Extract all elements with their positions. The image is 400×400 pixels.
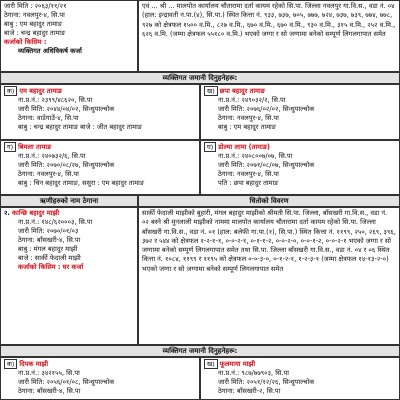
guarantor-1d-line: ना.प्र.नं.: २४०८००७/०७, सि.पा [218,152,293,160]
guarantor-1b-line: जारी मिति: २०७६/०२/०२, सिन्धुपाल्चोक [218,105,315,113]
loan-2-kind-value: घर कर्जा [62,263,84,271]
borrower-1-father: बाबु : एम बहादुर तामाङ [4,20,62,28]
guarantor-1d-line: पति : छपा बहादुर तामाङ [218,179,279,187]
guarantor-2a-line: ठेगाना: बाँसखरी-४, सि.पा [18,387,81,395]
guarantor-1b-line: ना.प्र.नं.: २४९०३२/२, सि.पा [218,96,286,104]
borrower-2-number: २. [4,209,10,217]
guarantor-1a-line: ना.प्र.नं.: २३९९/४८६२०, सि.पा [18,96,93,104]
borrower-1-address: ठेगाना: नवलपुर-४, सि.पा [4,11,65,19]
borrower-heading: ऋणीहरुको नाम ठेगाना [0,195,138,207]
borrower-1-issue-date: जारी मिति : २०६३/११/२१ [4,2,67,10]
guarantor-2b [200,357,400,400]
guarantor-1d-mark: घ) [204,142,216,152]
guarantor-2a [0,357,200,400]
collateral-heading: धितोको विवरण [138,195,400,207]
guarantor-1b-name: छपा बहादुर तामाङ [219,87,265,95]
guarantor-1c-line: बाबु : चिन बहादुर तामाङ, ससुरा : एम बहादुर तामाङ [18,179,145,187]
guarantors-2-heading: व्यक्तिगत जमानी दिनुहनेहरू: [0,345,400,357]
guarantors-2-section [0,345,400,400]
collateral-1-text: एवं ... श्री ... मालपोत कार्यालय चौतारामा दर्ता कायम रहेको सि.पा. जिल्ला नवलपुर गा.वि.स., वडा नं. ०४ (हाल: इन्द्रावती न.पा.(४), सि.पा.) स्थित कित्ता नं. ९३३, ७३७, ७०५, ७७७, ७२४, ७३७, ७३९, ७७४, ७७८, ९२७ को क्षेत्रफल १५०० व.मि., ८२७ व.मि., ६७० व.मि., ६७० व.मि., ९३० व.मि., ३१५ व.मि., २५२ व.मि., ६२६ व.मि. (जम्मा क्षेत्रफल ५५१८० व.मि.) भएको जग्गा र सो जग्गामा बनेको सम्पूर्ण लिगलगापात समेत [142,2,396,38]
borrower-2-line: ना.प्र.नं.: १४८/६२०००३, सि.पा [18,218,93,226]
guarantor-1d-line: ठेगाना: नवलपुर-४, सि.पा [218,170,279,178]
borrower-2-line: ठेगाना: बाँसखरी-४, सि.पा [18,236,81,244]
guarantor-1a-mark: क) [4,86,17,96]
guarantor-1b-mark: ख) [204,86,218,96]
guarantor-1a-name: एम बहादुर तामाङ [19,87,63,95]
guarantor-1c-name: बिमला तामाङ [18,143,52,151]
guarantor-1b-line: ठेगाना: नवलपुर-४, सि.पा [218,114,279,122]
guarantor-2b-name: फूलमाया माझी [219,360,256,368]
borrower-1-grandfather: बाजे : चन्द्र बहादुर तामाङ [4,29,66,37]
collateral-2-details [138,207,400,345]
guarantor-1b [200,84,400,140]
borrower-2-details [0,207,138,345]
borrower-1-details [0,0,138,72]
guarantor-2a-line: जारी मिति: २०५६/०१/०८, सिन्धुपाल्चोक [18,378,115,386]
guarantor-1d-name: डोल्मा लामा (तामाङ) [218,143,271,151]
guarantor-2b-line: ठेगाना: बाँसखरी-२, सि.पा [218,387,281,395]
guarantor-1a-line: जारी मिति: २०४४/०४/०२, सिन्धुपाल्चोक [18,105,115,113]
loan-1-row [0,0,400,72]
guarantor-1b-line: बाबु : एम बहादुर तामाङ [218,123,276,131]
guarantor-2b-line: ना.प्र.नं.: ९८७/७७९०३, सि.पा [218,369,289,377]
loan-2-kind-label: कर्जाको किसिम : [18,263,61,271]
guarantor-2b-line: जारी मिति: २०५१/१२/२६, सिन्धुपाल्चोक [218,378,315,386]
guarantor-1a [0,84,200,140]
guarantor-1d-line: जारी मिति: २०७१/०८/०७, सिन्धुपाल्चोक [218,161,315,169]
guarantor-2a-mark: क) [4,359,17,369]
loan-kind-label: कर्जाको किसिम : [4,38,47,46]
guarantor-1c-line: ठेगाना: नवलपुर-४, सि.पा [18,170,79,178]
guarantor-1c-line: ना.प्र.नं.: २४०७३२/६, सि.पा [18,152,86,160]
borrower-2-line: जारी मिति: २०७०/०१/०३ [18,227,79,235]
guarantor-2a-line: ना.प्र.नं.: ३४२१५५, सि.पा [18,369,80,377]
guarantors-1-heading: व्यक्तिगत जमानी दिनुहनेहरू: [0,72,400,84]
borrower-1-loan-kind [4,38,134,47]
loan-2-section [0,195,400,345]
collateral-2-text: सार्की फेदाली माझीको बुहारी, मंगल बहादुर माझीको श्रीमती सि.पा. जिल्ला, बाँसखरी गा.वि.स., वडा नं. ०२ बस्ने श्री मुनलाली माझीको नाममा मालपोत कार्यालय चौतारामा दर्ता कायम रहेको सि.पा. जिल्ला बाँसखरी गा.वि.स., वडा नं. ०१ (हाल: बलेफी गा.पा.(१), सि.पा.) स्थित कित्ता नं. ११९९, २५०, २६९, ३९६, ३७२ र ५४४ को क्षेत्रफल १-२-१-१, ०-०-२-१, ०-१-१-२, ०-०-२-०, ०-०-१-२, ०-०-२-१ भएको जग्गा र सो जग्गामा बनेको सम्पूर्ण लिगलगापात समेत तथा सि.पा. जिल्ला बाँसखरी गा.वि.स., वडा नं. ०४ र ०६ स्थित कित्ता नं. १०८४, ११९९ र ११९५ को क्षेत्रफल ०-०-३-०, ०-१-२-१, १-२-३-१ (जम्मा क्षेत्रफल १४-१३-२-०) भएको जग्गा र सो जग्गामा बनेको सम्पूर्ण लिगलगापात समेत [142,209,396,273]
guarantor-1c-mark: ग) [4,142,16,152]
guarantor-1d [200,140,400,195]
borrower-2-line: बाबु : मंगल बहादुर माझी [18,245,78,253]
borrower-2-line: बाजे : सार्की फेदाली माझी [18,254,81,262]
guarantor-1a-line: बाबु : चन्द्र बहादुर तामाङ बाजे : जीत बहादुर तामाङ [18,123,142,131]
guarantor-1c-line: जारी मिति: २०७०/०८/२७, सिन्धुपाल्चोक [18,161,115,169]
guarantor-2a-name: दिपक माझी [19,360,49,368]
borrower-2-loan-kind [4,263,134,272]
collateral-1-details [138,0,400,72]
guarantor-1c [0,140,200,195]
guarantors-1-section [0,72,400,195]
loan-kind-value: व्यक्तिगत अधिविकर्ष कर्जा [18,47,82,55]
borrower-2-name: कान्छि बहादुर माझी [12,209,60,217]
guarantor-2b-mark: ख) [204,359,218,369]
guarantor-1a-line: ठेगाना: वाडेगाउँ-४, सि.पा [18,114,79,122]
